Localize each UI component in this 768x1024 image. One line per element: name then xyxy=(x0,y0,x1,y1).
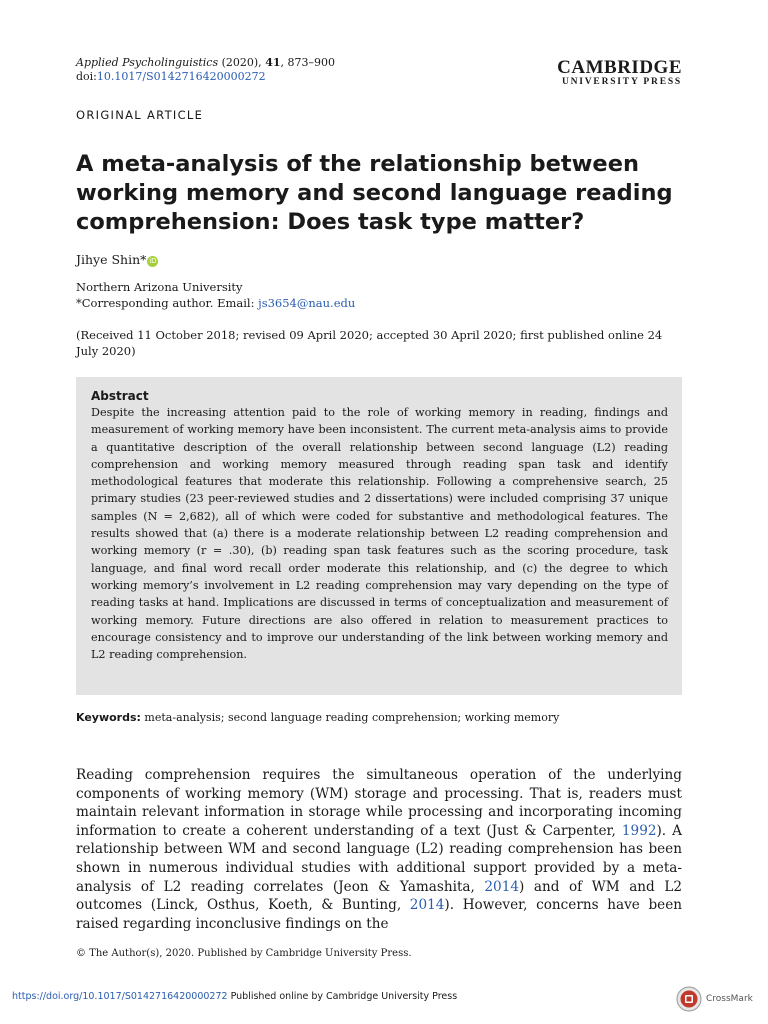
crossmark-icon xyxy=(676,986,702,1012)
author-name[interactable]: Jihye Shin* xyxy=(76,252,147,267)
citation-link-1992[interactable]: 1992 xyxy=(621,822,657,839)
section-label: ORIGINAL ARTICLE xyxy=(76,108,204,122)
copyright-notice: © The Author(s), 2020. Published by Cambridge University Press. xyxy=(76,948,412,959)
corresponding-author xyxy=(76,295,355,311)
keywords xyxy=(76,711,559,724)
footer-doi-line xyxy=(12,991,457,1002)
corresponding-prefix: *Corresponding author. Email: xyxy=(76,296,259,310)
abstract-box xyxy=(76,377,682,695)
affiliation-block xyxy=(76,279,355,311)
crossmark-badge[interactable] xyxy=(676,986,753,1012)
footer-doi-link[interactable]: https://doi.org/10.1017/S0142716420000272 xyxy=(12,991,228,1002)
affiliation: Northern Arizona University xyxy=(76,280,243,294)
keywords-text: meta-analysis; second language reading comprehension; working memory xyxy=(140,711,560,724)
journal-name: Applied Psycholinguistics xyxy=(76,56,219,69)
abstract-heading: Abstract xyxy=(91,389,149,403)
crossmark-label: CrossMark xyxy=(706,994,753,1004)
keywords-label: Keywords: xyxy=(76,711,141,724)
article-title: A meta-analysis of the relationship between working memory and second language reading comprehension: Does task type matter? xyxy=(76,151,673,235)
publisher-logo-line1: CAMBRIDGE xyxy=(557,57,682,78)
doi-link[interactable]: 10.1017/S0142716420000272 xyxy=(96,70,266,83)
journal-pages: , 873–900 xyxy=(280,56,335,69)
citation-link-linck-2014[interactable]: 2014 xyxy=(409,897,445,914)
orcid-icon[interactable]: iD xyxy=(149,257,157,265)
journal-year: (2020), xyxy=(218,56,266,69)
journal-volume: 41 xyxy=(265,56,281,69)
body-paragraph xyxy=(76,766,682,933)
received-dates: (Received 11 October 2018; revised 09 April 2020; accepted 30 April 2020; first published online 24 July 2020) xyxy=(76,328,663,358)
abstract-text: Despite the increasing attention paid to the role of working memory in reading, findings and measurement of working memory have been inconsistent. The current meta-analysis aims to provide a quantitative description of the overall relationship between second language (L2) reading comprehension and working memory measured through reading span task and identify methodological features that moderate this relationship. Following a comprehensive search, 25 primary studies (23 peer-reviewed studies and 2 dissertations) were included comprising 37 unique samples (N = 2,682), all of which were coded for substantive and methodological features. The results showed that (a) there is a moderate relationship between L2 reading comprehension and working memory (r = .30), (b) reading span task features such as the scoring procedure, task language, and final word recall order moderate this relationship, and (c) the degree to which working memory’s involvement in L2 reading comprehension may vary depending on the type of reading tasks at hand. Implications are discussed in terms of conceptualization and measurement of working memory. Future directions are also offered in relation to measurement practices to encourage consistency and to improve our understanding of the link between working memory and L2 reading comprehension. xyxy=(91,406,668,662)
body-text-1: Reading comprehension requires the simultaneous operation of the underlying components of working memory (WM) storage and processing. That is, readers must maintain relevant information in storage while processing and incorporating incoming information to create a coherent understanding of a text (Just & Carpenter, xyxy=(76,767,682,839)
footer-published: Published online by Cambridge University Press xyxy=(227,991,458,1002)
publisher-logo-line2: UNIVERSITY PRESS xyxy=(561,77,682,87)
publisher-logo xyxy=(557,58,682,88)
journal-citation xyxy=(76,56,335,84)
body-text-2: ). A relationship between WM and second language (L2) reading comprehension has been shown in numerous individual studies with additional support provided by a meta-analysis of L2 reading correlates (Jeon & Yamashita, xyxy=(76,822,682,895)
body-text-3: ) and of WM and L2 outcomes (Linck, Osthus, Koeth, & Bunting, xyxy=(76,878,682,914)
doi-prefix: doi: xyxy=(76,70,97,83)
author-line xyxy=(76,252,158,267)
citation-link-jeon-2014[interactable]: 2014 xyxy=(484,878,519,895)
email-link[interactable]: js3654@nau.edu xyxy=(258,296,356,310)
body-text-4: ). However, concerns have been raised regarding inconclusive findings on the xyxy=(76,897,682,932)
